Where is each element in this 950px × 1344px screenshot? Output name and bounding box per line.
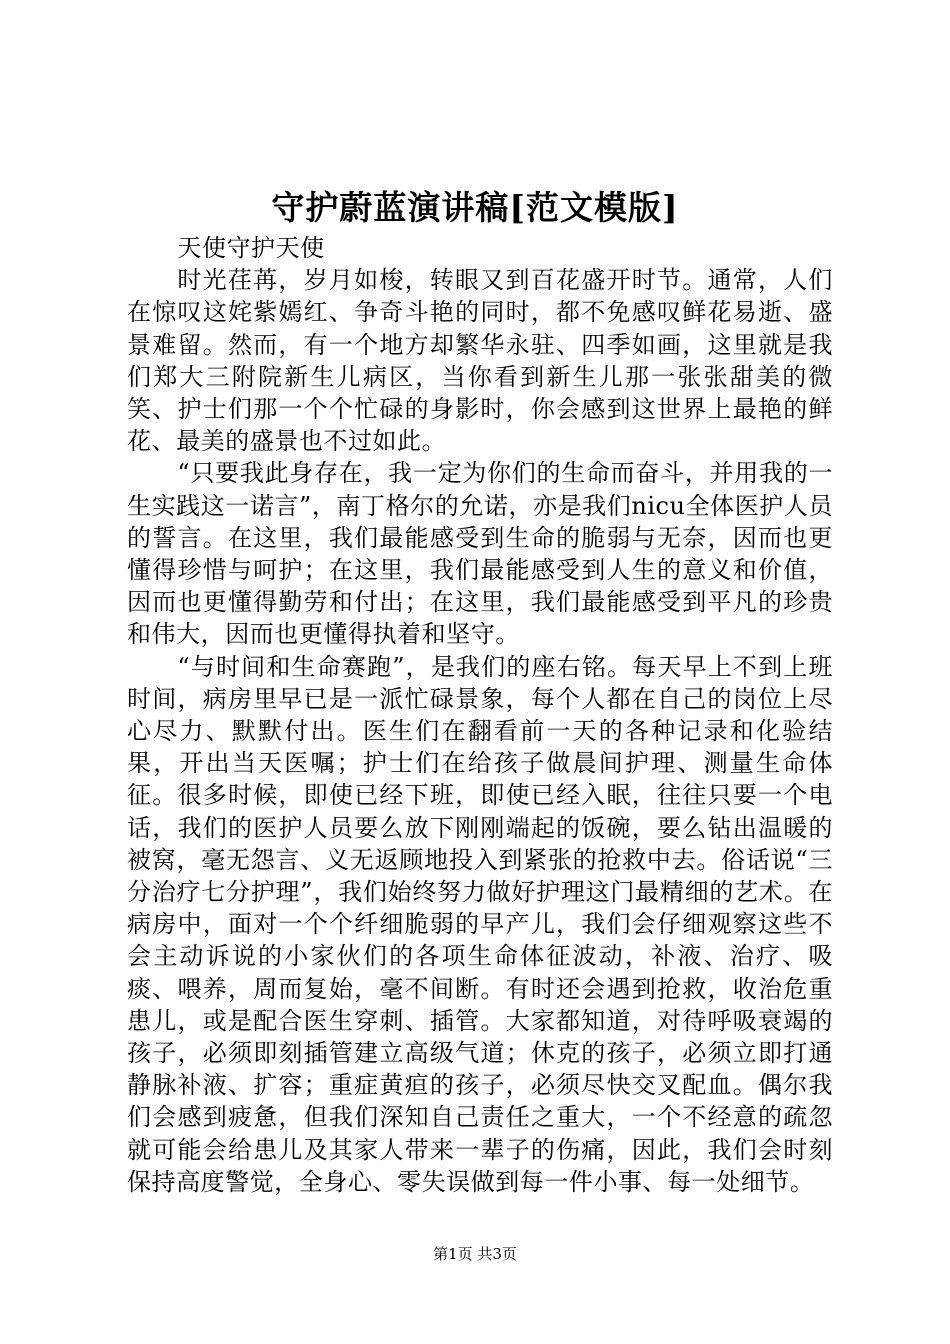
- paragraph-subtitle: 天使守护天使: [177, 234, 325, 262]
- document-body: [127, 232, 833, 1198]
- paragraph: “与时间和生命赛跑”，是我们的座右铭。每天早上不到上班时间，病房里早已是一派忙碌景象，每个人都在自己的岗位上尽心尽力、默默付出。医生们在翻看前一天的各种记录和化验结果，开出当天医嘱；护士们在给孩子做晨间护理、测量生命体征。很多时候，即使已经下班，即使已经入眠，往往只要一个电话，我们的医护人员要么放下刚刚端起的饭碗，要么钻出温暖的被窝，毫无怨言、义无返顾地投入到紧张的抢救中去。俗话说“三分治疗七分护理”，我们始终努力做好护理这门最精细的艺术。在病房中，面对一个个纤细脆弱的早产儿，我们会仔细观察这些不会主动诉说的小家伙们的各项生命体征波动，补液、治疗、吸痰、喂养，周而复始，毫不间断。有时还会遇到抢救，收治危重患儿，或是配合医生穿刺、插管。大家都知道，对待呼吸衰竭的孩子，必须即刻插管建立高级气道；休克的孩子，必须立即打通静脉补液、扩容；重症黄疸的孩子，必须尽快交叉配血。偶尔我们会感到疲惫，但我们深知自己责任之重大，一个不经意的疏忽就可能会给患儿及其家人带来一辈子的伤痛，因此，我们会时刻保持高度警觉，全身心、零失误做到每一件小事、每一处细节。: [127, 652, 833, 1196]
- paragraph: “只要我此身存在，我一定为你们的生命而奋斗，并用我的一生实践这一诺言”，南丁格尔的允诺，亦是我们nicu全体医护人员的誓言。在这里，我们最能感受到生命的脆弱与无奈，因而也更懂得珍惜与呵护；在这里，我们最能感受到人生的意义和价值，因而也更懂得勤劳和付出；在这里，我们最能感受到平凡的珍贵和伟大，因而也更懂得执着和坚守。: [127, 459, 833, 649]
- paragraph: 时光荏苒，岁月如梭，转眼又到百花盛开时节。通常，人们在惊叹这姹紫嫣红、争奇斗艳的同时，都不免感叹鲜花易逝、盛景难留。然而，有一个地方却繁华永驻、四季如画，这里就是我们郑大三附院新生儿病区，当你看到新生儿那一张张甜美的微笑、护士们那一个个忙碌的身影时，你会感到这世界上最艳的鲜花、最美的盛景也不过如此。: [127, 266, 833, 456]
- page-footer: 第1页 共3页: [433, 1245, 517, 1263]
- document-title: 守护蔚蓝演讲稿[范文模版]: [271, 188, 679, 227]
